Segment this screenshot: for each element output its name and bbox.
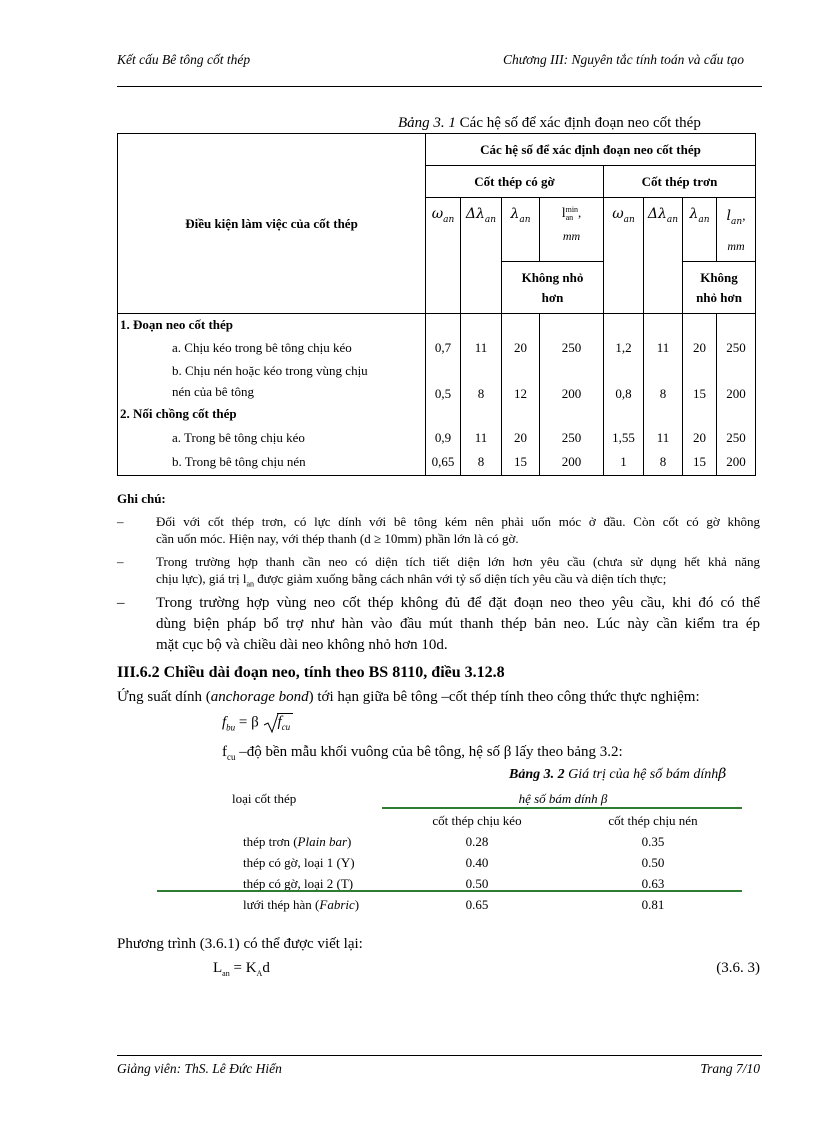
bond-coefficient-table — [157, 810, 734, 915]
group-header: Các hệ số để xác định đoạn neo cốt thép — [426, 134, 756, 166]
plain-header: Cốt thép trơn — [604, 166, 756, 198]
table-row: a. Trong bê tông chịu kéo 0,9 11 20 250 1,55 11 20 250 — [118, 426, 756, 450]
col-lambda-plain: $\lambda_{an}$ — [683, 198, 717, 262]
note-3: Trong trường hợp vùng neo cốt thép không đủ để đặt đoạn neo theo yêu cầu, khi đó có thể dùng biện pháp bổ trợ như hàn vào đầu mút thanh thép bản neo. Lúc này cần kiểm tra ép mặt cục bộ và chiều dài neo không nhỏ hơn 10d. — [156, 595, 760, 653]
table-row: a. Chịu kéo trong bê tông chịu kéo 0,7 11 20 250 1,2 11 20 250 — [118, 336, 756, 360]
row-label: b. Chịu nén hoặc kéo trong vùng chịu nén của bê tông — [118, 360, 426, 402]
col-omega-plain: $\omega_{an}$ — [604, 198, 644, 314]
col-omega-ribbed: $\omega_{an}$ — [426, 198, 461, 314]
intro-paragraph: Ứng suất dính (anchorage bond) tới hạn giữa bê tông –cốt thép tính theo công thức thực nghiệm: — [117, 689, 700, 705]
footer-rule — [117, 1055, 762, 1056]
section-heading: III.6.2 Chiều dài đoạn neo, tính theo BS 8110, điều 3.12.8 — [117, 664, 505, 681]
equation-intro: Phương trình (3.6.1) có thể được viết lại: — [117, 936, 363, 952]
table-row: thép có gờ, loại 1 (Y) 0.40 0.50 — [243, 854, 665, 870]
fcu-definition: $f_{cu}$ –độ bền mẫu khối vuông của bê tông, hệ số β lấy theo bảng 3.2: — [222, 744, 623, 762]
col-lambda-ribbed: $\lambda_{an}$ — [502, 198, 540, 262]
table2-top-rule — [382, 807, 742, 809]
anchorage-coefficients-table — [117, 133, 756, 476]
table-row: b. Trong bê tông chịu nén 0,65 8 15 200 1 8 15 200 — [118, 450, 756, 476]
col-lmin-ribbed: lmin an , mm — [540, 198, 604, 262]
ribbed-min-note: Không nhỏ hơn — [502, 262, 604, 314]
section2-title: 2. Nối chồng cốt thép — [118, 402, 426, 426]
note-1: Đối với cốt thép trơn, có lực dính với bê tông kém nên phải uốn móc ở đầu. Còn cốt có gờ không cần uốn móc. Hiện nay, với thép thanh (d ≥ 10mm) phần lớn là có gờ. — [156, 514, 760, 546]
note-dash: – — [117, 514, 124, 529]
table1-caption-label: Bảng 3. 1 — [398, 115, 456, 131]
equation-number: (3.6. 3) — [716, 960, 760, 976]
note-dash: – — [117, 554, 124, 569]
notes-title: Ghi chú: — [117, 491, 166, 506]
table1-caption — [398, 115, 701, 132]
row-label: b. Trong bê tông chịu nén — [118, 450, 426, 476]
col-tension-header: cốt thép chịu kéo — [432, 812, 522, 828]
anchorage-length-equation: $L_{an} = K_Ad$ — [213, 960, 270, 978]
bond-formula: $f_{bu} = \beta$ $f_{cu}$ — [222, 712, 293, 734]
header-right: Chương III: Nguyên tắc tính toán và cấu tạo — [502, 52, 744, 67]
note-2: Trong trường hợp thanh cần neo có diện tích tiết diện lớn hơn yêu cầu (chưa sử dụng hết khả năng chịu lực), giá trị $l_{an}$ được giảm xuống bằng cách nhân với tỷ số diện tích yêu cầu và diện tích thực; — [156, 554, 760, 589]
header-left: Kết cấu Bê tông cốt thép — [117, 52, 251, 67]
header-rule — [117, 86, 762, 87]
plain-min-note: Không nhỏ hơn — [683, 262, 756, 314]
row-label: a. Trong bê tông chịu kéo — [118, 426, 426, 450]
table2-caption: Bảng 3. 2 Giá trị của hệ số bám dínhβ — [509, 766, 727, 782]
col-compression-header: cốt thép chịu nén — [608, 812, 698, 828]
col-group-header: hệ số bám dính β — [518, 791, 608, 806]
col-dlambda-ribbed: $\Delta\lambda_{an}$ — [461, 198, 502, 314]
col-type-header: loại cốt thép — [232, 791, 297, 806]
table-row: thép trơn (Plain bar) 0.28 0.35 — [243, 833, 665, 849]
ribbed-header: Cốt thép có gờ — [426, 166, 604, 198]
table-row: thép có gờ, loại 2 (T) 0.50 0.63 — [243, 875, 665, 891]
table1-caption-text: Các hệ số để xác định đoạn neo cốt thép — [459, 115, 701, 131]
table2-mid-rule — [157, 890, 742, 892]
col-dlambda-plain: $\Delta\lambda_{an}$ — [644, 198, 683, 314]
table-row: b. Chịu nén hoặc kéo trong vùng chịu nén của bê tông 0,5 8 12 200 0,8 8 15 200 — [118, 360, 756, 402]
col-lan-plain: $l_{an}$, mm — [717, 198, 756, 262]
footer-left: Giảng viên: ThS. Lê Đức Hiển — [117, 1061, 282, 1076]
row-label: a. Chịu kéo trong bê tông chịu kéo — [118, 336, 426, 360]
section1-title: 1. Đoạn neo cốt thép — [118, 314, 426, 336]
footer-right: Trang 7/10 — [700, 1061, 760, 1076]
note-dash: – — [117, 595, 125, 611]
table-row: lưới thép hàn (Fabric) 0.65 0.81 — [243, 896, 665, 912]
condition-header: Điều kiện làm việc của cốt thép — [118, 134, 426, 314]
